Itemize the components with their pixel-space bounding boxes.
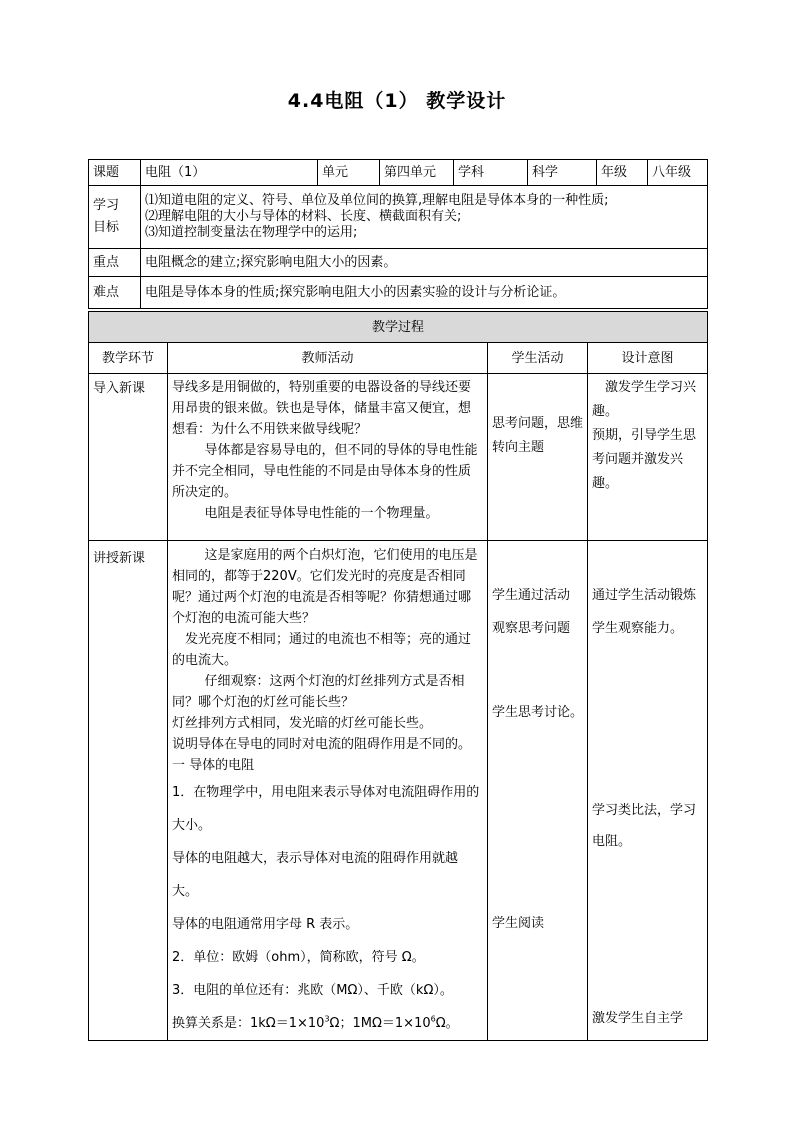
paragraph: 电阻是表征导体导电性能的一个物理量。 (204, 506, 439, 521)
student-lecture: 学生通过活动 观察思考问题 学生思考讨论。 学生阅读 (488, 541, 588, 1041)
conversion-line: 换算关系是：$1k\Omega=1\times 10^3\Omega$；$1M\Omega=1\times 10^6\Omega$。 (172, 1014, 459, 1031)
header-intent: 设计意图 (588, 343, 708, 374)
objectives-label: 学习 目标 (89, 186, 141, 249)
paragraph: 仔细观察：这两个灯泡的灯丝排列方式是否相同？哪个灯泡的灯丝可能长些？ (172, 674, 465, 710)
heading: 一 导体的电阻 (172, 758, 255, 773)
student-intro: 思考问题，思维转向主题 (488, 374, 588, 541)
difficulty-label: 难点 (89, 277, 141, 309)
header-stage: 教学环节 (89, 343, 168, 374)
paragraph: 说明导体在导电的同时对电流的阻碍作用是不同的。 (172, 737, 472, 752)
stage-lecture: 讲授新课 (89, 541, 168, 1041)
intro-row (89, 374, 708, 541)
objective-item: ⑴知道电阻的定义、符号、单位及单位间的换算,理解电阻是导体本身的一种性质; (145, 193, 609, 208)
paragraph: 发光亮度不相同；通过的电流也不相等；亮的通过的电流大。 (172, 632, 472, 668)
value-topic: 电阻（1） (141, 160, 318, 186)
value-subject: 科学 (528, 160, 597, 186)
info-row (89, 160, 708, 186)
paragraph: 导线多是用铜做的，特别重要的电器设备的导线还要用昂贵的银来做。铁也是导体，储量丰富又便宜，想想看：为什么不用铁来做导线呢？ (172, 380, 472, 437)
teacher-lecture (168, 541, 488, 1041)
key-text: 电阻概念的建立;探究影响电阻大小的因素。 (141, 249, 708, 277)
objective-item: ⑶知道控制变量法在物理学中的运用; (145, 225, 358, 240)
label-subject: 学科 (454, 160, 528, 186)
section-title: 教学过程 (89, 312, 708, 343)
document-title: 4.4电阻（1） 教学设计 (287, 90, 507, 112)
value-grade: 八年级 (648, 160, 708, 186)
label-unit: 单元 (318, 160, 380, 186)
intent-intro: 激发学生学习兴趣。 预期，引导学生思考问题并激发兴趣。 (588, 374, 708, 541)
paragraph: 导体的电阻通常用字母 R 表示。 (172, 917, 359, 932)
course-info-table (88, 159, 708, 309)
label-grade: 年级 (597, 160, 648, 186)
stage-intro: 导入新课 (89, 374, 168, 541)
objectives-list (141, 186, 708, 249)
paragraph: 这是家庭用的两个白炽灯泡，它们使用的电压是相同的，都等于220V。它们发光时的亮度是否相同呢？通过两个灯泡的电流是否相等呢？你猜想通过哪个灯泡的电流可能大些？ (172, 548, 478, 626)
label-topic: 课题 (89, 160, 141, 186)
section-header-row (89, 312, 708, 343)
paragraph: 导体的电阻越大，表示导体对电流的阻碍作用就越大。 (172, 851, 459, 899)
teaching-process-table (88, 311, 708, 1041)
header-student: 学生活动 (488, 343, 588, 374)
intent-lecture: 通过学生活动锻炼学生观察能力。 学习类比法，学习电阻。 激发学生自主学 (588, 541, 708, 1041)
paragraph: 3．电阻的单位还有：兆欧（MΩ）、千欧（kΩ）。 (172, 983, 453, 998)
paragraph: 2．单位：欧姆（ohm），简称欧，符号 Ω。 (172, 950, 425, 965)
header-teacher: 教师活动 (168, 343, 488, 374)
key-label: 重点 (89, 249, 141, 277)
paragraph: 导体都是容易导电的，但不同的导体的导电性能并不完全相同，导电性能的不同是由导体本身的性质所决定的。 (172, 443, 478, 500)
column-header-row (89, 343, 708, 374)
lecture-row (89, 541, 708, 1041)
paragraph: 1．在物理学中，用电阻来表示导体对电流阻碍作用的大小。 (172, 785, 480, 833)
key-row (89, 249, 708, 277)
teacher-intro (168, 374, 488, 541)
difficulty-row (89, 277, 708, 309)
value-unit: 第四单元 (380, 160, 454, 186)
paragraph: 灯丝排列方式相同，发光暗的灯丝可能长些。 (172, 716, 433, 731)
objective-item: ⑵理解电阻的大小与导体的材料、长度、横截面积有关; (145, 209, 462, 224)
difficulty-text: 电阻是导体本身的性质;探究影响电阻大小的因素实验的设计与分析论证。 (141, 277, 708, 309)
objectives-row (89, 186, 708, 249)
